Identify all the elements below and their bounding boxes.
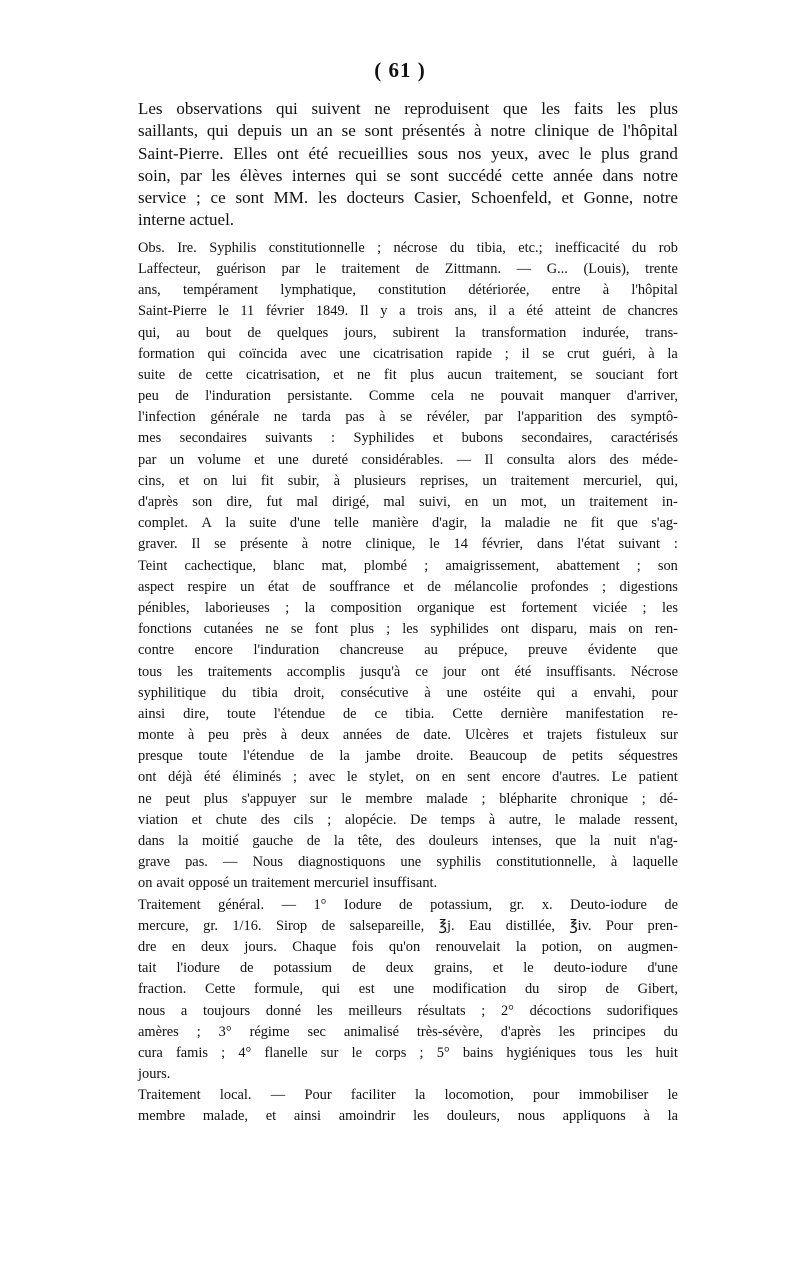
text-line: complet. A la suite d'une telle manière d'agir, la maladie ne fit que s'ag- xyxy=(138,515,678,532)
text-line: jours. xyxy=(138,1066,171,1083)
text-line: pénibles, laborieuses ; la composition organique est fortement viciée ; les xyxy=(138,599,678,616)
text-line: membre malade, et ainsi amoindrir les douleurs, nous appliquons à la xyxy=(138,1108,678,1125)
text-line: Teint cachectique, blanc mat, plombé ; amaigrissement, abattement ; son xyxy=(138,557,678,574)
text-line: peu de l'induration persistante. Comme cela ne pouvait manquer d'arriver, xyxy=(138,388,678,405)
text-line: mes secondaires suivants : Syphilides et bubons secondaires, caractérisés xyxy=(138,430,678,447)
text-line: saillants, qui depuis un an se sont présentés à notre clinique de l'hôpital xyxy=(138,121,678,141)
text-line: fraction. Cette formule, qui est une modification du sirop de Gibert, xyxy=(138,981,678,998)
text-line: grave pas. — Nous diagnostiquons une syphilis constitutionnelle, à laquelle xyxy=(138,854,678,871)
text-line: d'après son dire, fut mal dirigé, mal suivi, en un mot, un traitement in- xyxy=(138,494,678,511)
text-line: Les observations qui suivent ne reproduisent que les faits les plus xyxy=(138,99,678,118)
text-line: Traitement local. — Pour faciliter la locomotion, pour immobiliser le xyxy=(138,1087,678,1104)
text-line: on avait opposé un traitement mercuriel insuffisant. xyxy=(138,875,438,892)
text-line: mercure, gr. 1/16. Sirop de salsepareille, ℥j. Eau distillée, ℥iv. Pour pren- xyxy=(138,917,678,934)
text-line: qui, au bout de quelques jours, subirent la transformation indurée, trans- xyxy=(138,324,678,341)
text-line: ainsi dire, toute l'étendue de ce tibia. Cette dernière manifestation re- xyxy=(138,705,678,722)
text-line: amères ; 3° régime sec animalisé très-sévère, d'après les principes du xyxy=(138,1023,678,1040)
text-line: monte à peu près à deux années de date. Ulcères et trajets fistuleux sur xyxy=(138,727,678,744)
text-line: ans, tempérament lymphatique, constitution détériorée, entre à l'hôpital xyxy=(138,282,678,299)
observation-paragraph xyxy=(138,238,678,1128)
text-line: Saint-Pierre le 11 février 1849. Il y a trois ans, il a été atteint de chancres xyxy=(138,303,678,320)
text-line: contre encore l'induration chancreuse au prépuce, preuve évidente que xyxy=(138,642,678,659)
text-line: cura famis ; 4° flanelle sur le corps ; 5° bains hygiéniques tous les huit xyxy=(138,1044,678,1061)
text-line: syphilitique du tibia droit, consécutive à une ostéite qui a envahi, pour xyxy=(138,684,678,701)
text-line: soin, par les élèves internes qui se sont succédé cette année dans notre xyxy=(138,165,678,185)
text-line: interne actuel. xyxy=(138,210,235,230)
text-line: Saint-Pierre. Elles ont été recueillies sous nos yeux, avec le plus grand xyxy=(138,143,678,163)
text-line: ne peut plus s'appuyer sur le membre malade ; blépharite chronique ; dé- xyxy=(138,790,678,807)
text-line: formation qui coïncida avec une cicatrisation rapide ; il se crut guéri, à la xyxy=(138,345,678,362)
text-line: graver. Il se présente à notre clinique, le 14 février, dans l'état suivant : xyxy=(138,536,678,553)
page-body xyxy=(138,98,678,1128)
page-number: ( 61 ) xyxy=(374,58,426,82)
text-line: Obs. Ire. Syphilis constitutionnelle ; nécrose du tibia, etc.; inefficacité du rob xyxy=(138,239,678,256)
text-line: viation et chute des cils ; alopécie. De temps à autre, le malade ressent, xyxy=(138,811,678,828)
text-line: nous a toujours donné les meilleurs résultats ; 2° décoctions sudorifiques xyxy=(138,1002,678,1019)
text-line: tait l'iodure de potassium de deux grains, et le deuto-iodure d'une xyxy=(138,960,678,977)
text-line: fonctions cutanées ne se font plus ; les syphilides ont disparu, mais on ren- xyxy=(138,621,678,638)
text-line: par un volume et une dureté considérables. — Il consulta alors des méde- xyxy=(138,451,678,468)
text-line: dre en deux jours. Chaque fois qu'on renouvelait la potion, on augmen- xyxy=(138,938,678,955)
text-line: service ; ce sont MM. les docteurs Casier, Schoenfeld, et Gonne, notre xyxy=(138,188,678,208)
text-line: suite de cette cicatrisation, et ne fit plus aucun traitement, se souciant fort xyxy=(138,366,678,383)
text-line: aspect respire un état de souffrance et de mélancolie profondes ; digestions xyxy=(138,578,678,595)
text-line: l'infection générale ne tarda pas à se révéler, par l'apparition des symptô- xyxy=(138,409,678,426)
intro-paragraph xyxy=(138,98,678,232)
text-line: presque toute l'étendue de la jambe droite. Beaucoup de petits séquestres xyxy=(138,748,678,765)
text-line: Laffecteur, guérison par le traitement de Zittmann. — G... (Louis), trente xyxy=(138,260,678,277)
text-line: dans la moitié gauche de la tête, des douleurs intenses, que la nuit n'ag- xyxy=(138,833,678,850)
text-line: Traitement général. — 1° Iodure de potassium, gr. x. Deuto-iodure de xyxy=(138,896,678,913)
text-line: ont déjà été éliminés ; avec le stylet, on en sent encore d'autres. Le patient xyxy=(138,769,678,786)
text-line: tous les traitements accomplis jusqu'à ce jour ont été insuffisants. Nécrose xyxy=(138,663,678,680)
text-line: cins, et on lui fit subir, à plusieurs reprises, un traitement mercuriel, qui, xyxy=(138,472,678,489)
